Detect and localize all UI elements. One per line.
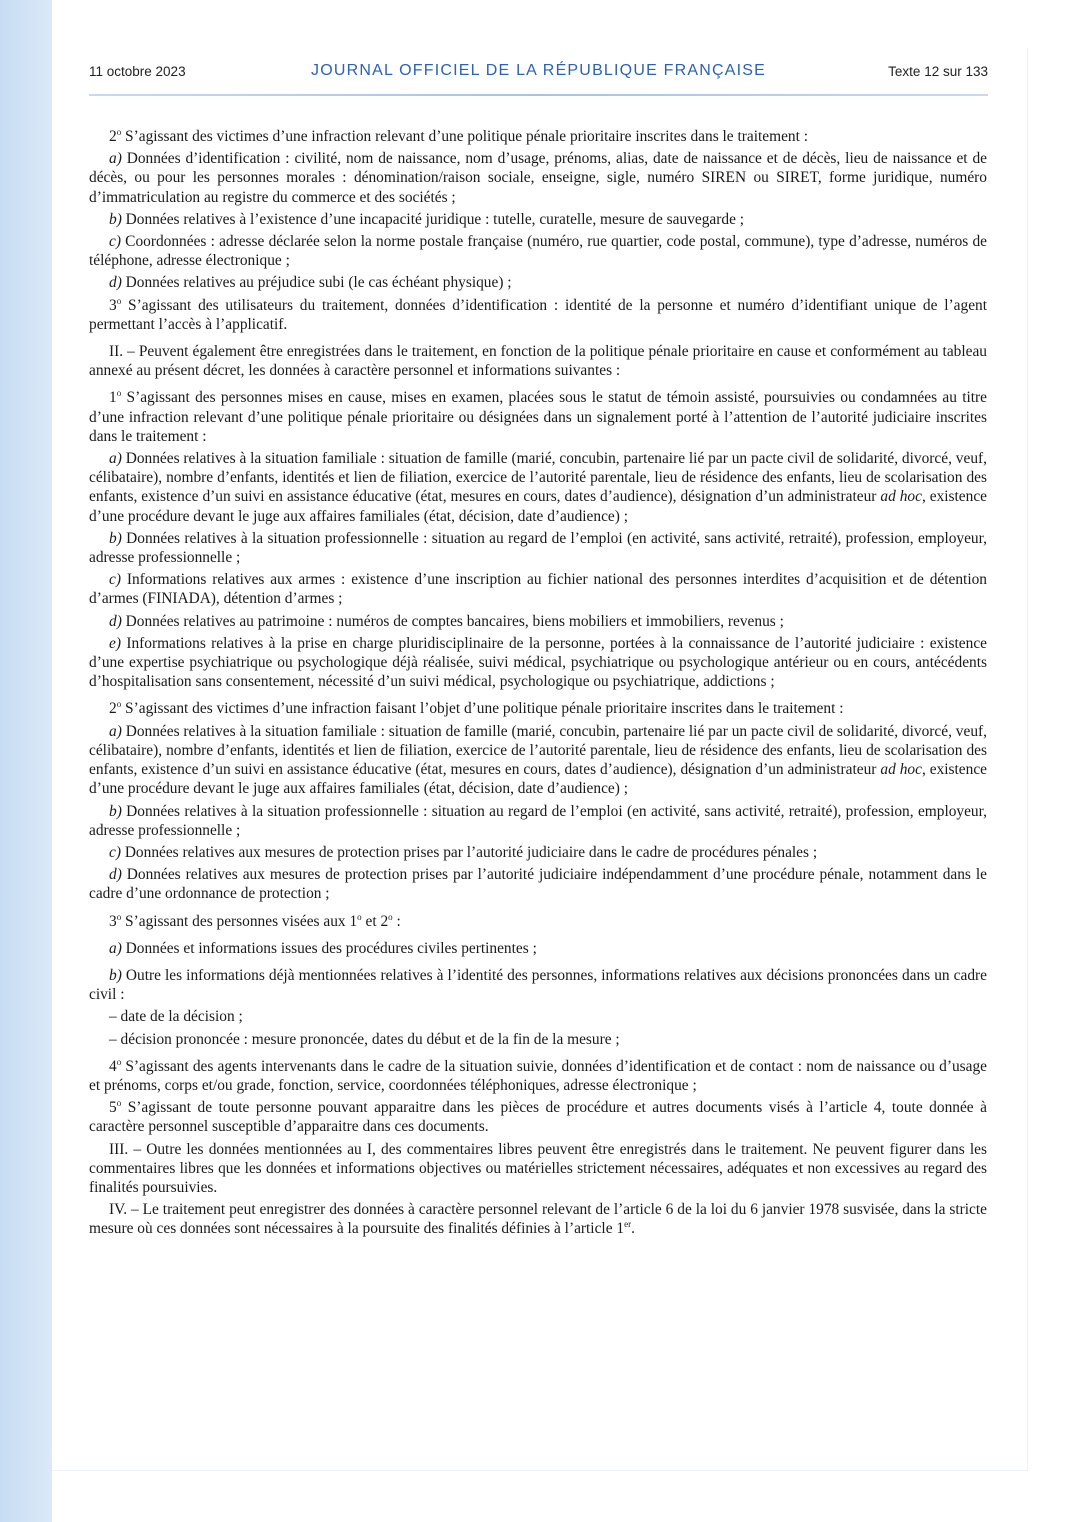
section-III: III. – Outre les données mentionnées au I, des commentaires libres peuvent être enregistrés dans le traitement. Ne peuvent figurer dans les commentaires libres que les données et informations objectives ou matérielles strictement nécessaires, adéquates et non excessives au regard des finalités poursuivies. — [89, 1140, 987, 1196]
item-d-prejudice: d) Données relatives au préjudice subi (le cas échéant physique) ; — [109, 274, 512, 292]
item-c-weapons: c) Informations relatives aux armes : existence d’une inscription au fichier national des personnes interdites d’acquisition et de détention d’armes (FINIADA), détention d’armes ; — [89, 571, 987, 608]
paragraph-3-persons: 3$^o$ S’agissant des personnes visées aux 1$^o$ et 2$^o$ : — [109, 911, 401, 930]
item-a-civil-procedures: a) Données et informations issues des procédures civiles pertinentes ; — [109, 939, 537, 957]
item-a-identification: a) Données d’identification : civilité, nom de naissance, nom d’usage, prénoms, alias, date de naissance et de décès, lieu de naissance et de décès, ou pour les personnes morales : dénomination/raison sociale, enseigne, sigle, numéro SIREN ou SIRET, forme juridique, numéro d’immatriculation au registre du commerce et des sociétés ; — [89, 150, 987, 206]
item-b-incapacity: b) Données relatives à l’existence d’une incapacité juridique : tutelle, curatelle, mesure de sauvegarde ; — [109, 210, 745, 228]
dash-item-decision-pronounced: – décision prononcée : mesure prononcée, dates du début et de la fin de la mesure ; — [109, 1030, 620, 1048]
item-b-professional-victims: b) Données relatives à la situation professionnelle : situation au regard de l’emploi (en activité, sans activité, retraité), profession, employeur, adresse professionnelle ; — [89, 802, 987, 839]
item-a-family-situation-victims: a) Données relatives à la situation familiale : situation de famille (marié, concubin, partenaire lié par un pacte civil de solidarité, divorcé, veuf, célibataire), nombre d’enfants, identités et lien de filiation, exercice de l’autorité parentale, lieu de résidence des enfants, lieu de scolarisation des enfants, existence d’un suivi en assistance éducative (état, mesures en cours, dates d’audience), désignation d’un administrateur ad hoc, existence d’une procédure devant le juge aux affaires familiales (état, décision, date d’audience) ; — [89, 722, 987, 798]
item-c-protection-penal: c) Données relatives aux mesures de protection prises par l’autorité judiciaire dans le cadre de procédures pénales ; — [109, 843, 818, 861]
journal-title: JOURNAL OFFICIEL DE LA RÉPUBLIQUE FRANÇAISE — [311, 62, 766, 79]
item-b-civil-decisions: b) Outre les informations déjà mentionnées relatives à l’identité des personnes, informations relatives aux décisions prononcées dans un cadre civil : — [89, 966, 987, 1004]
paragraph-1-persons: 1$^o$ S’agissant des personnes mises en cause, mises en examen, placées sous le statut de témoin assisté, poursuivies ou condamnées au titre d’une infraction relevant d’une politique pénale prioritaire ou désignées dans un signalement porté à l’attention de l’autorité judiciaire inscrites dans le traitement : — [89, 388, 987, 445]
section-II: II. – Peuvent également être enregistrées dans le traitement, en fonction de la politique pénale prioritaire en cause et conformément au tableau annexé au présent décret, les données à caractère personnel et informations suivantes : — [89, 343, 987, 380]
item-d-protection-independent: d) Données relatives aux mesures de protection prises par l’autorité judiciaire indépendamment d’une procédure pénale, notamment dans le cadre d’une ordonnance de protection ; — [89, 866, 987, 903]
dash-item-decision-date: – date de la décision ; — [109, 1008, 243, 1026]
item-a-family-situation: a) Données relatives à la situation familiale : situation de famille (marié, concubin, partenaire lié par un pacte civil de solidarité, divorcé, veuf, célibataire), nombre d’enfants, identités et lien de filiation, exercice de l’autorité parentale, lieu de résidence des enfants, lieu de scolarisation des enfants, existence d’un suivi en assistance éducative (état, mesures en cours, dates d’audience), désignation d’un administrateur ad hoc, existence d’une procédure devant le juge aux affaires familiales (état, décision, date d’audience) ; — [89, 450, 987, 525]
item-b-professional-situation: b) Données relatives à la situation professionnelle : situation au regard de l’emploi (en activité, sans activité, retraité), profession, employeur, adresse professionnelle ; — [89, 529, 987, 567]
paragraph-4-agents: 4$^o$ S’agissant des agents intervenants dans le cadre de la situation suivie, données d’identification et de contact : nom de naissance ou d’usage et prénoms, corps et/ou grade, fonction, service, coordonnées téléphoniques, adresse électronique ; — [89, 1056, 987, 1094]
item-e-care: e) Informations relatives à la prise en charge pluridisciplinaire de la personne, portées à la connaissance de l’autorité judiciaire : existence d’une expertise psychiatrique ou psychologique déjà réalisée, suivi médical, psychiatrique ou psychologique antérieur ou en cours, antécédents d’hospitalisation sans consentement, nécessité d’un suivi médical, psychologique ou psychiatrique, addictions ; — [89, 634, 987, 691]
paragraph-5-any-person: 5$^o$ S’agissant de toute personne pouvant apparaitre dans les pièces de procédure et autres documents visés à l’article 4, toute donnée à caractère personnel susceptible d’apparaitre dans ces documents. — [89, 1098, 987, 1136]
item-c-coordinates: c) Coordonnées : adresse déclarée selon la norme postale française (numéro, rue quartier, code postal, commune), type d’adresse, numéros de téléphone, adresse électronique ; — [89, 233, 987, 270]
paragraph-3-users: 3$^o$ S’agissant des utilisateurs du traitement, données d’identification : identité de la personne et numéro d’identifiant unique de l’agent permettant l’accès à l’applicatif. — [89, 295, 987, 333]
page-header — [89, 62, 988, 84]
left-margin-band — [0, 0, 52, 1522]
paragraph-2-victims: 2$^o$ S’agissant des victimes d’une infraction relevant d’une politique pénale prioritaire inscrites dans le traitement : — [109, 126, 809, 145]
item-d-patrimony: d) Données relatives au patrimoine : numéros de comptes bancaires, biens mobiliers et immobiliers, revenus ; — [109, 612, 784, 630]
header-date: 11 octobre 2023 — [89, 64, 186, 79]
header-rule — [89, 94, 988, 96]
paragraph-2-victims-priority: 2$^o$ S’agissant des victimes d’une infraction faisant l’objet d’une politique pénale prioritaire inscrites dans le traitement : — [109, 699, 844, 718]
section-IV: IV. – Le traitement peut enregistrer des données à caractère personnel relevant de l’article 6 de la loi du 6 janvier 1978 susvisée, dans la stricte mesure où ces données sont nécessaires à la poursuite des finalités définies à l’article 1er. — [89, 1201, 987, 1238]
header-text-ref: Texte 12 sur 133 — [888, 64, 988, 79]
document-body — [89, 127, 987, 1242]
